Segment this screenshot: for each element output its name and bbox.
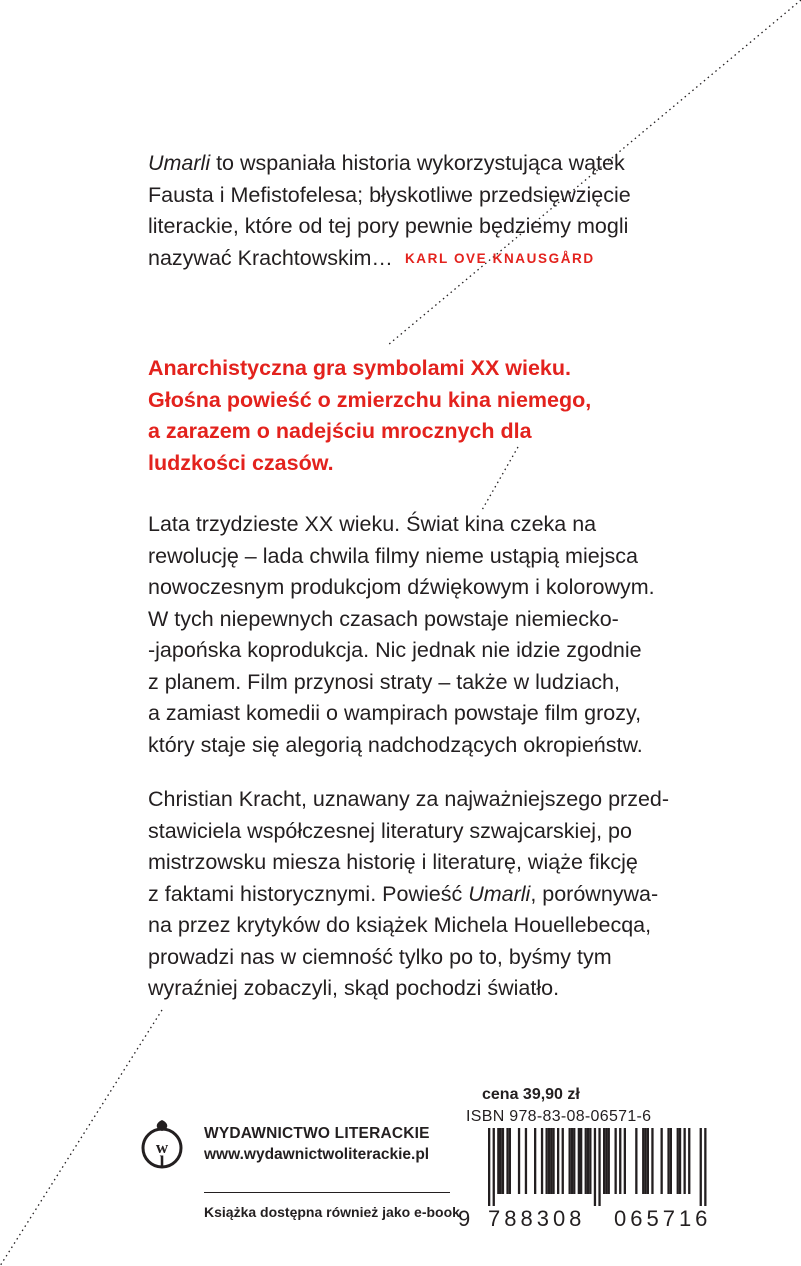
barcode-bar xyxy=(644,1128,646,1194)
barcode-bar xyxy=(557,1128,559,1194)
paragraph-line: z planem. Film przynosi straty – także w ludziach, xyxy=(148,669,620,694)
publisher-name: WYDAWNICTWO LITERACKIE xyxy=(204,1125,430,1142)
paragraph-line: Lata trzydzieste XX wieku. Świat kina czeka na xyxy=(148,512,597,536)
quote-line: literackie, które od tej pory pewnie będziemy mogli xyxy=(148,214,629,238)
barcode-bar xyxy=(573,1128,575,1194)
paragraph-line: nowoczesnym produkcjom dźwiękowym i kolorowym. xyxy=(148,575,655,599)
barcode-bar xyxy=(688,1128,690,1194)
barcode-digits-right: 065716 xyxy=(614,1206,712,1231)
barcode-bar xyxy=(546,1128,548,1194)
barcode-bar xyxy=(603,1128,605,1194)
wl-logo-icon xyxy=(138,1118,186,1176)
svg-text:w: w xyxy=(155,1138,169,1157)
barcode-bar xyxy=(509,1128,511,1194)
barcode-bar xyxy=(679,1128,681,1194)
barcode-bar xyxy=(569,1128,571,1194)
paragraph-line: z faktami historycznymi. Powieść Umarli, porównywa- xyxy=(148,881,659,906)
barcode-bar xyxy=(497,1128,499,1194)
barcode-digits-left: 788308 xyxy=(488,1206,586,1231)
barcode-bar xyxy=(541,1128,543,1194)
paragraph-line: wyraźniej zobaczyli, skąd pochodzi światło. xyxy=(148,976,560,1000)
publisher-url[interactable]: www.wydawnictwoliterackie.pl xyxy=(204,1146,430,1163)
barcode-bar xyxy=(635,1128,637,1194)
barcode-bar xyxy=(619,1128,621,1194)
barcode-bar xyxy=(571,1128,573,1194)
paragraph-line: W tych niepewnych czasach powstaje niemiecko- xyxy=(148,606,619,631)
barcode-bar xyxy=(493,1128,495,1206)
barcode-bar xyxy=(624,1128,626,1194)
paragraph-line: prowadzi nas w ciemność tylko po to, byśmy tym xyxy=(148,944,612,969)
paragraph-line: a zamiast komedii o wampirach powstaje film grozy, xyxy=(148,701,642,725)
svg-text:l: l xyxy=(159,1152,165,1172)
isbn-label: ISBN 978-83-08-06571-6 xyxy=(466,1108,652,1125)
quote-line: Umarli to wspaniała historia wykorzystująca wątek xyxy=(148,151,625,175)
barcode-bar xyxy=(578,1128,580,1194)
lead-line: Anarchistyczna gra symbolami XX wieku. xyxy=(148,356,571,380)
barcode-bar xyxy=(661,1128,663,1194)
barcode-bar xyxy=(552,1128,554,1194)
paragraph-line: Christian Kracht, uznawany za najważniejszego przed- xyxy=(148,787,670,811)
barcode-bar xyxy=(534,1128,536,1194)
barcode-bar xyxy=(518,1128,520,1194)
barcode-bar xyxy=(548,1128,550,1194)
barcode-bar xyxy=(562,1128,564,1194)
barcode-bar xyxy=(589,1128,591,1194)
barcode-bar xyxy=(642,1128,644,1194)
barcode-bar xyxy=(594,1128,596,1206)
review-quote xyxy=(148,148,728,274)
lead-blurb xyxy=(148,353,728,479)
barcode-bar xyxy=(506,1128,508,1194)
barcode-bar xyxy=(605,1128,607,1194)
paragraph-line: który staje się alegorią nadchodzących okropieństw. xyxy=(148,732,643,757)
barcode-bar xyxy=(667,1128,669,1194)
paragraph-line: na przez krytyków do książek Michela Houellebecqa, xyxy=(148,913,652,937)
barcode-bar xyxy=(677,1128,679,1194)
price-label: cena 39,90 zł xyxy=(482,1086,580,1103)
barcode-digits xyxy=(456,1206,746,1232)
quote-line: Fausta i Mefistofelesa; błyskotliwe przedsięwzięcie xyxy=(148,182,631,207)
lead-line: a zarazem o nadejściu mrocznych dla xyxy=(148,419,532,443)
author-paragraph xyxy=(148,784,728,1005)
barcode-bar xyxy=(550,1128,552,1194)
barcode-bar xyxy=(700,1128,702,1206)
barcode-bar xyxy=(670,1128,672,1194)
barcode-bar xyxy=(500,1128,502,1194)
ebook-note: Książka dostępna również jako e-book xyxy=(204,1204,460,1220)
lead-line: ludzkości czasów. xyxy=(148,450,334,475)
description-paragraph xyxy=(148,509,728,761)
barcode-bar xyxy=(488,1128,490,1206)
paragraph-line: stawiciela współczesnej literatury szwajcarskiej, po xyxy=(148,818,632,843)
barcode-bar xyxy=(608,1128,610,1194)
barcode-bar xyxy=(587,1128,589,1194)
barcode-bar xyxy=(580,1128,582,1194)
quote-line: nazywać Krachtowskim… KARL OVE KNAUSGÅRD xyxy=(148,245,595,270)
barcode-digit-first: 9 xyxy=(458,1206,471,1231)
paragraph-line: -japońska koprodukcja. Nic jednak nie idzie zgodnie xyxy=(148,638,642,662)
paragraph-line: mistrzowsku miesza historię i literaturę, wiąże fikcję xyxy=(148,850,638,874)
barcode-bar xyxy=(684,1128,686,1194)
barcode-bar xyxy=(502,1128,504,1194)
lead-line: Głośna powieść o zmierzchu kina niemego, xyxy=(148,387,592,412)
barcode xyxy=(466,1128,738,1206)
barcode-bar xyxy=(651,1128,653,1194)
barcode-bar xyxy=(585,1128,587,1194)
barcode-bar xyxy=(615,1128,617,1194)
quote-author: KARL OVE KNAUSGÅRD xyxy=(404,250,595,266)
barcode-bar xyxy=(598,1128,600,1206)
barcode-bar xyxy=(704,1128,706,1206)
barcode-bar xyxy=(525,1128,527,1194)
divider xyxy=(204,1192,450,1193)
barcode-bar xyxy=(647,1128,649,1194)
paragraph-line: rewolucję – lada chwila filmy nieme ustąpią miejsca xyxy=(148,543,638,568)
